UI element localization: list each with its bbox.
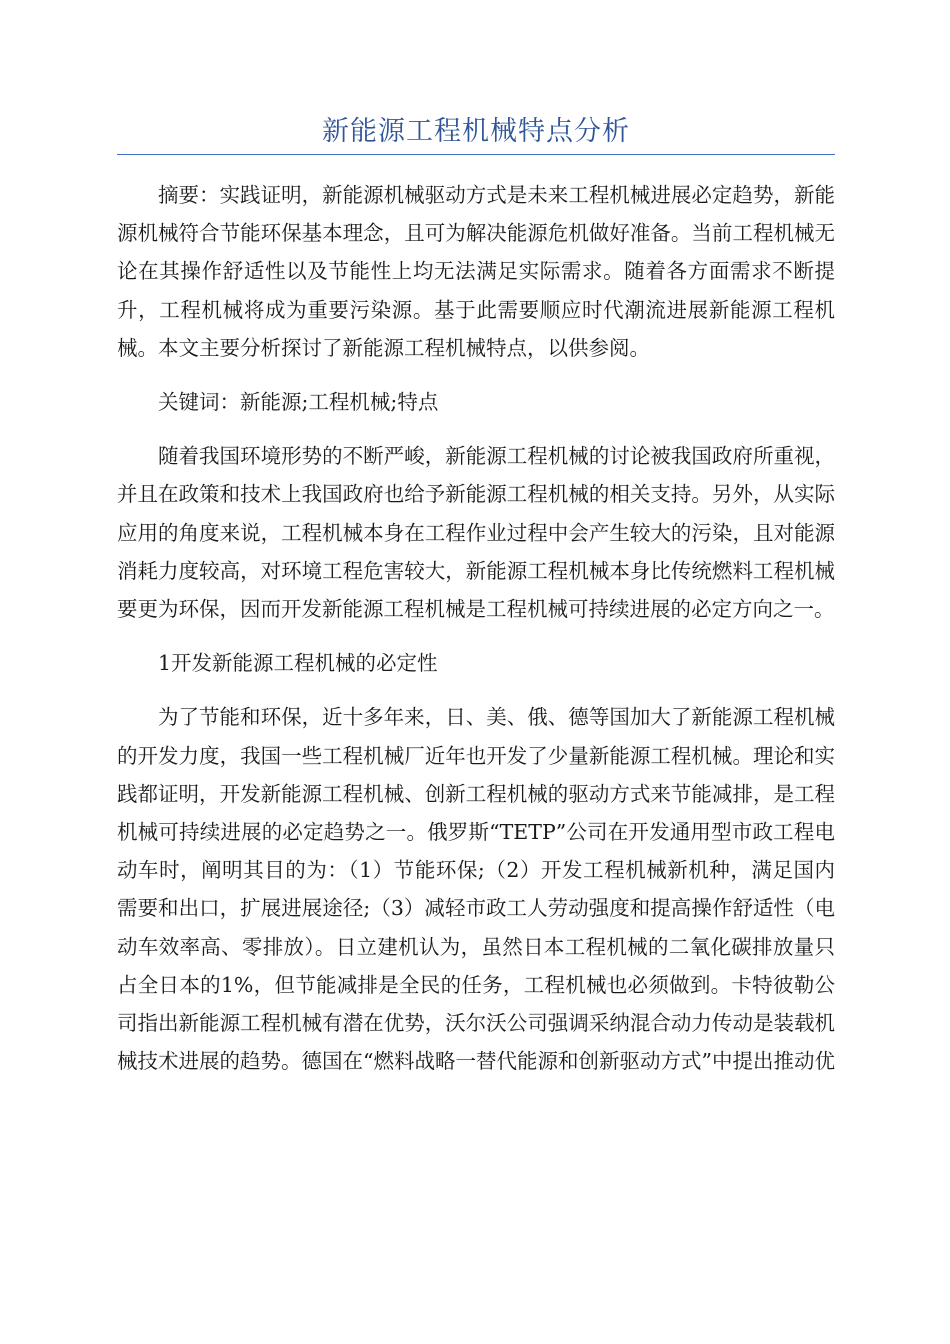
section-paragraph: 为了节能和环保，近十多年来，日、美、俄、德等国加大了新能源工程机械的开发力度，我国一些工程机械厂近年也开发了少量新能源工程机械。理论和实践都证明，开发新能源工程机械、创新工程机械的驱动方式来节能减排，是工程机械可持续进展的必定趋势之一。俄罗斯“TETP”公司在开发通用型市政工程电动车时，阐明其目的为：（1）节能环保;（2）开发工程机械新机种，满足国内需要和出口，扩展进展途径;（3）减轻市政工人劳动强度和提高操作舒适性（电动车效率高、零排放）。日立建机认为，虽然日本工程机械的二氧化碳排放量只占全日本的1%，但节能减排是全民的任务，工程机械也必须做到。卡特彼勒公司指出新能源工程机械有潜在优势，沃尔沃公司强调采纳混合动力传动是装载机械技术进展的趋势。德国在“燃料战略一替代能源和创新驱动方式”中提出推动优 [117,705,835,1074]
document-body [117,176,835,1096]
document-title: 新能源工程机械特点分析 [322,116,630,147]
abstract-paragraph: 摘要：实践证明，新能源机械驱动方式是未来工程机械进展必定趋势，新能源机械符合节能环保基本理念，且可为解决能源危机做好准备。当前工程机械无论在其操作舒适性以及节能性上均无法满足实际需求。随着各方面需求不断提升，工程机械将成为重要污染源。基于此需要顺应时代潮流进展新能源工程机械。本文主要分析探讨了新能源工程机械特点，以供参阅。 [117,183,835,360]
title-underline [117,154,835,155]
intro-paragraph: 随着我国环境形势的不断严峻，新能源工程机械的讨论被我国政府所重视，并且在政策和技术上我国政府也给予新能源工程机械的相关支持。另外，从实际应用的角度来说，工程机械本身在工程作业过程中会产生较大的污染，且对能源消耗力度较高，对环境工程危害较大，新能源工程机械本身比传统燃料工程机械要更为环保，因而开发新能源工程机械是工程机械可持续进展的必定方向之一。 [117,444,835,622]
section-heading: 1开发新能源工程机械的必定性 [158,651,438,676]
keywords-paragraph: 关键词：新能源;工程机械;特点 [158,390,439,415]
